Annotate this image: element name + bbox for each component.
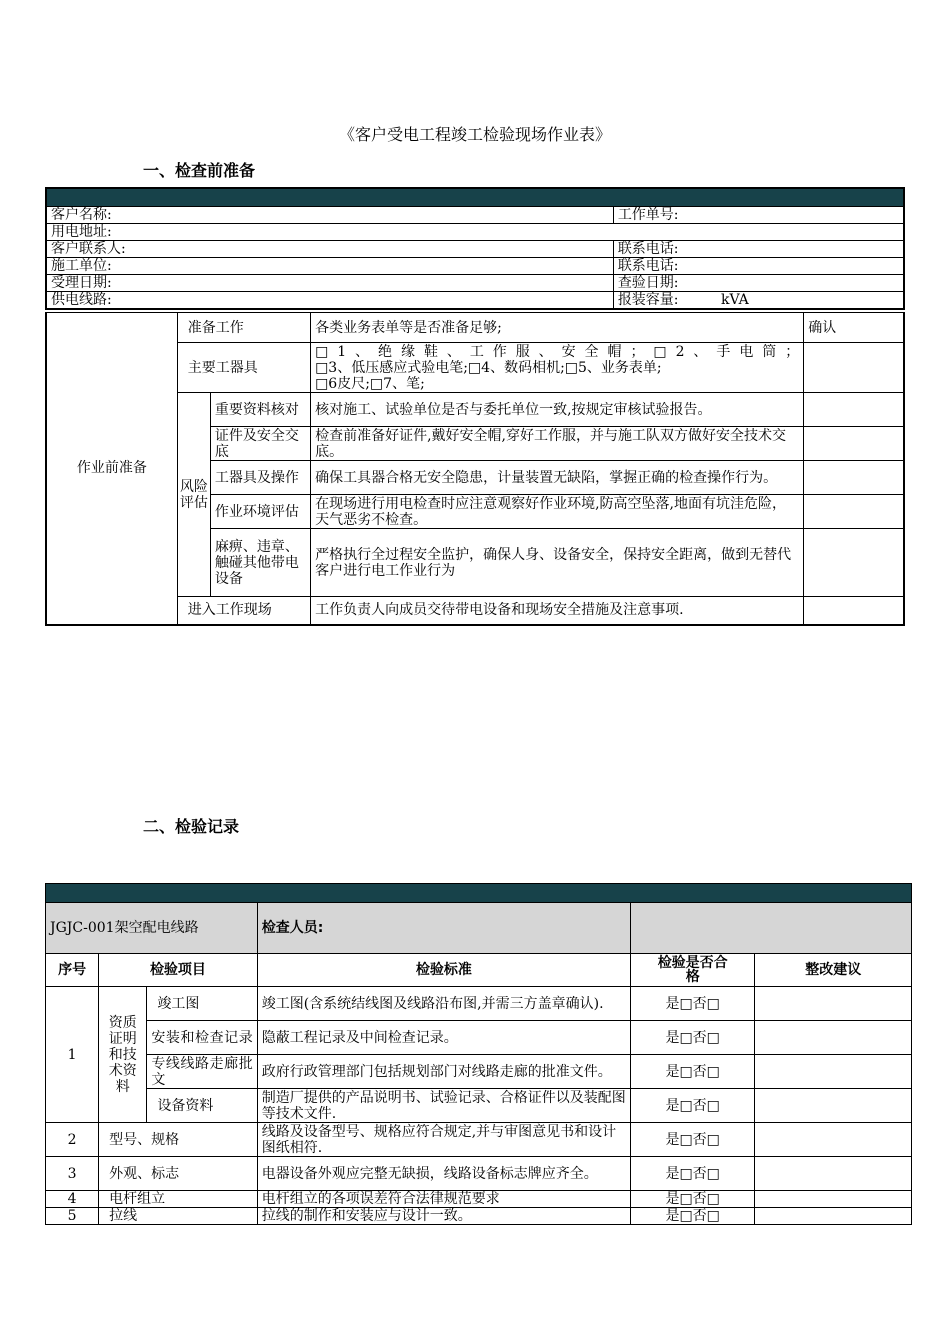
row-item: 外观、标志 (99, 1157, 258, 1191)
prep-item: 主要工器具 (177, 343, 310, 393)
risk-content: 检查前准备好证件,戴好安全帽,穿好工作服，并与施工队双方做好安全技术交底。 (311, 427, 804, 461)
row-standard: 制造厂提供的产品说明书、试验记录、合格证件以及装配图等技术文件. (257, 1089, 630, 1123)
pass-checkbox[interactable]: 是□否□ (630, 1123, 754, 1157)
table-row (46, 1157, 912, 1191)
confirm-cell (804, 461, 904, 495)
pass-checkbox[interactable]: 是□否□ (630, 1191, 754, 1208)
info-row (46, 224, 904, 241)
row-standard: 隐蔽工程记录及中间检查记录。 (257, 1021, 630, 1055)
confirm-cell (804, 597, 904, 625)
record-header-row (46, 954, 912, 987)
construction-unit-field: 施工单位: (46, 258, 613, 275)
pre-work-table (45, 312, 905, 626)
suggest-cell (755, 1123, 912, 1157)
row-standard: 电器设备外观应完整无缺损，线路设备标志牌应齐全。 (257, 1157, 630, 1191)
qualification-group-label: 资质证明和技术资料 (99, 987, 147, 1123)
inspector-value (630, 903, 911, 954)
row-item: 专线线路走廊批文 (147, 1055, 257, 1089)
header-band (46, 884, 912, 903)
customer-info-table (45, 187, 905, 310)
contact-phone-field: 联系电话: (613, 258, 904, 275)
prep-row (46, 313, 904, 343)
prep-item: 准备工作 (177, 313, 310, 343)
prep-content (311, 343, 804, 393)
header-suggest: 整改建议 (755, 954, 912, 987)
risk-item: 麻痹、违章、触碰其他带电设备 (210, 529, 310, 597)
risk-content: 在现场进行用电检查时应注意观察好作业环境,防高空坠落,地面有坑洼危险，天气恶劣不检查。 (311, 495, 804, 529)
row-standard: 竣工图(含系统结线图及线路沿布图,并需三方盖章确认). (257, 987, 630, 1021)
pass-checkbox[interactable]: 是□否□ (630, 1089, 754, 1123)
row-item: 拉线 (99, 1208, 258, 1225)
row-standard: 电杆组立的各项误差符合法律规范要求 (257, 1191, 630, 1208)
row-no: 3 (46, 1157, 99, 1191)
suggest-cell (755, 1089, 912, 1123)
row-no: 5 (46, 1208, 99, 1225)
row-item: 设备资料 (147, 1089, 257, 1123)
info-row (46, 241, 904, 258)
risk-content: 核对施工、试验单位是否与委托单位一致,按规定审核试验报告。 (311, 393, 804, 427)
tools-line: □1、绝缘鞋、工作服、安全帽；□2、手电筒； (315, 343, 800, 360)
document-title: 《客户受电工程竣工检验现场作业表》 (338, 125, 611, 144)
supply-line-field: 供电线路: (51, 291, 112, 308)
header-pass: 检验是否合格 (630, 954, 754, 987)
pass-checkbox[interactable]: 是□否□ (630, 1208, 754, 1225)
table-row (46, 1123, 912, 1157)
table-row (46, 1021, 912, 1055)
suggest-cell (755, 1021, 912, 1055)
risk-item: 重要资料核对 (210, 393, 310, 427)
confirm-cell (804, 495, 904, 529)
work-order-field: 工作单号: (613, 207, 904, 224)
record-code-title: JGJC-001架空配电线路 (46, 903, 258, 954)
suggest-cell (755, 987, 912, 1021)
prep-item: 进入工作现场 (177, 597, 310, 625)
info-row (46, 207, 904, 224)
prep-content: 各类业务表单等是否准备足够; (311, 313, 804, 343)
address-field: 用电地址: (46, 224, 904, 241)
suggest-cell (755, 1208, 912, 1225)
info-row (46, 258, 904, 275)
row-item: 安装和检查记录 (147, 1021, 257, 1055)
prep-group-label: 作业前准备 (46, 313, 177, 625)
pass-checkbox[interactable]: 是□否□ (630, 1021, 754, 1055)
confirm-cell (804, 427, 904, 461)
confirm-cell (804, 343, 904, 393)
risk-item: 工器具及操作 (210, 461, 310, 495)
section-title-preparation: 一、检查前准备 (143, 161, 256, 180)
customer-name-field: 客户名称: (46, 207, 613, 224)
row-no: 2 (46, 1123, 99, 1157)
table-row (46, 1208, 912, 1225)
header-band (46, 188, 904, 207)
confirm-cell (804, 393, 904, 427)
tools-line: □6皮尺;□7、笔; (315, 375, 425, 392)
table-row (46, 1055, 912, 1089)
confirm-header: 确认 (804, 313, 904, 343)
table-row (46, 1191, 912, 1208)
capacity-unit: kVA (720, 291, 749, 308)
record-title-row (46, 903, 912, 954)
suggest-cell (755, 1191, 912, 1208)
header-no: 序号 (46, 954, 99, 987)
risk-content: 确保工具器合格无安全隐患，计量装置无缺陷，掌握正确的检查操作行为。 (311, 461, 804, 495)
suggest-cell (755, 1157, 912, 1191)
pass-checkbox[interactable]: 是□否□ (630, 987, 754, 1021)
risk-content: 严格执行全过程安全监护，确保人身、设备安全，保持安全距离，做到无替代客户进行电工作业行为 (311, 529, 804, 597)
row-no: 4 (46, 1191, 99, 1208)
risk-item: 证件及安全交底 (210, 427, 310, 461)
prep-content: 工作负责人向成员交待带电设备和现场安全措施及注意事项. (311, 597, 804, 625)
inspect-date-field: 查验日期: (613, 275, 904, 292)
row-no: 1 (46, 987, 99, 1123)
pass-checkbox[interactable]: 是□否□ (630, 1157, 754, 1191)
row-item: 型号、规格 (99, 1123, 258, 1157)
accept-date-field: 受理日期: (46, 275, 613, 292)
table-row (46, 987, 912, 1021)
suggest-cell (755, 1055, 912, 1089)
inspector-label: 检查人员: (257, 903, 630, 954)
contact-phone-field: 联系电话: (613, 241, 904, 258)
section-title-inspection-record: 二、检验记录 (143, 817, 240, 836)
row-standard: 拉线的制作和安装应与设计一致。 (257, 1208, 630, 1225)
info-row (46, 292, 904, 310)
row-item: 竣工图 (147, 987, 257, 1021)
info-row (46, 275, 904, 292)
pass-checkbox[interactable]: 是□否□ (630, 1055, 754, 1089)
customer-contact-field: 客户联系人: (46, 241, 613, 258)
row-item: 电杆组立 (99, 1191, 258, 1208)
inspection-record-table (45, 883, 912, 1225)
risk-assessment-label: 风险评估 (177, 393, 210, 597)
tools-line: □3、低压感应式验电笔;□4、数码相机;□5、业务表单; (315, 359, 662, 376)
capacity-label: 报装容量: (617, 291, 679, 308)
confirm-cell (804, 529, 904, 597)
header-standard: 检验标准 (257, 954, 630, 987)
table-row (46, 1089, 912, 1123)
risk-item: 作业环境评估 (210, 495, 310, 529)
capacity-field (613, 292, 904, 310)
row-standard: 政府行政管理部门包括规划部门对线路走廊的批准文件。 (257, 1055, 630, 1089)
header-item: 检验项目 (99, 954, 258, 987)
row-standard: 线路及设备型号、规格应符合规定,并与审图意见书和设计图纸相符. (257, 1123, 630, 1157)
